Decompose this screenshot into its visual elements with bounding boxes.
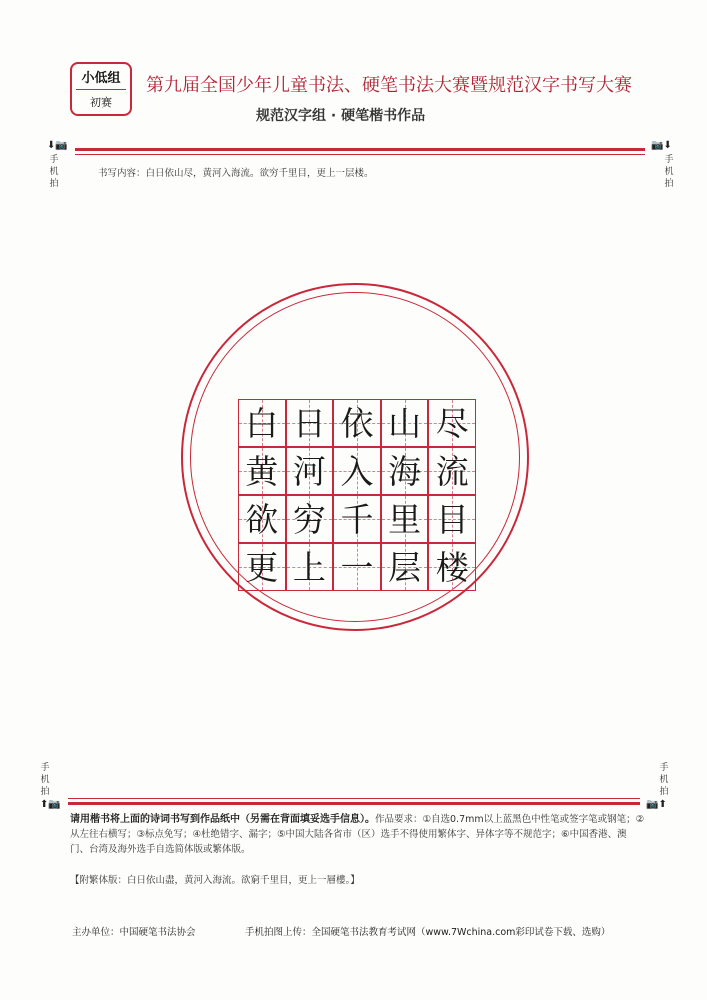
grid-character: 河 — [292, 452, 326, 491]
grid-character: 上 — [292, 548, 326, 587]
grid-character: 欲 — [245, 500, 279, 539]
grid-cell — [286, 495, 334, 543]
stamp-divider — [76, 89, 126, 90]
grid-cell — [381, 495, 429, 543]
stamp-group-label: 小低组 — [81, 71, 121, 86]
grid-cell — [238, 447, 286, 495]
instructions-body: 作品要求：①自选0.7mm以上蓝黑色中性笔或签字笔或钢笔；②从左往右横写；③标点免写；④杜绝错字、漏字；⑤中国大陆各省市（区）选手不得使用繁体字、异体字等不规范字；⑥中国香港、澳门、台湾及海外选手自选简体版或繁体版。 — [70, 814, 645, 855]
phone-label-bottom-left: 手机拍 — [40, 763, 50, 797]
grid-character: 里 — [388, 500, 422, 539]
grid-character: 白 — [245, 404, 279, 443]
camera-marker-top-right-icon: 📷⬇ — [651, 140, 672, 151]
grid-cell — [428, 543, 476, 591]
grid-cell — [381, 543, 429, 591]
grid-cell — [381, 447, 429, 495]
grid-cell — [428, 447, 476, 495]
grid-cell — [238, 543, 286, 591]
grid-character: 更 — [245, 548, 279, 587]
grid-cell — [381, 399, 429, 447]
grid-cell — [333, 543, 381, 591]
page-title: 第九届全国少年儿童书法、硬笔书法大赛暨规范汉字书写大赛 — [146, 75, 632, 96]
traditional-version: 【附繁体版：白日依山盡，黄河入海流。欲窮千里目，更上一層樓。】 — [70, 875, 360, 886]
grid-character: 一 — [340, 548, 374, 587]
bottom-rule-thick — [68, 802, 640, 805]
grid-character: 入 — [340, 452, 374, 491]
camera-marker-top-left-icon: ⬇📷 — [47, 140, 68, 151]
grid-cell — [238, 399, 286, 447]
grid-character: 山 — [388, 404, 422, 443]
group-stamp — [70, 62, 132, 116]
grid-character: 目 — [435, 500, 469, 539]
grid-character: 穷 — [292, 500, 326, 539]
grid-cell — [333, 447, 381, 495]
grid-cell — [238, 495, 286, 543]
bottom-rule-thin — [68, 798, 640, 799]
grid-character: 层 — [388, 548, 422, 587]
grid-character: 黄 — [245, 452, 279, 491]
instructions — [70, 812, 645, 857]
grid-character: 楼 — [435, 548, 469, 587]
top-rule-thin — [75, 154, 645, 155]
page-subtitle: 规范汉字组 · 硬笔楷书作品 — [256, 108, 426, 124]
camera-marker-bottom-left-icon: ⬆📷 — [40, 799, 61, 810]
phone-label-bottom-right: 手机拍 — [659, 763, 669, 797]
grid-cell — [333, 495, 381, 543]
grid-cell — [286, 447, 334, 495]
grid-character: 流 — [435, 452, 469, 491]
grid-cell — [333, 399, 381, 447]
stamp-stage-label: 初赛 — [90, 96, 112, 109]
grid-character: 尽 — [435, 404, 469, 443]
grid-character: 千 — [340, 500, 374, 539]
grid-character: 海 — [388, 452, 422, 491]
footer-organizer: 主办单位：中国硬笔书法协会 — [72, 927, 196, 938]
instructions-lead: 请用楷书将上面的诗词书写到作品纸中（另需在背面填妥选手信息）。 — [70, 814, 375, 825]
phone-label-top-left: 手机拍 — [49, 155, 59, 189]
top-rule-thick — [75, 148, 645, 151]
grid-cell — [428, 495, 476, 543]
footer-upload-info: 手机拍图上传：全国硬笔书法教育考试网（www.7Wchina.com彩印试卷下载、选购） — [245, 927, 611, 938]
grid-character: 日 — [292, 404, 326, 443]
writing-content: 书写内容：白日依山尽，黄河入海流。欲穷千里目，更上一层楼。 — [98, 168, 374, 179]
grid-cell — [428, 399, 476, 447]
grid-character: 依 — [340, 404, 374, 443]
tianzige-grid — [238, 399, 476, 591]
camera-marker-bottom-right-icon: 📷⬆ — [646, 799, 667, 810]
grid-cell — [286, 399, 334, 447]
phone-label-top-right: 手机拍 — [664, 155, 674, 189]
grid-cell — [286, 543, 334, 591]
